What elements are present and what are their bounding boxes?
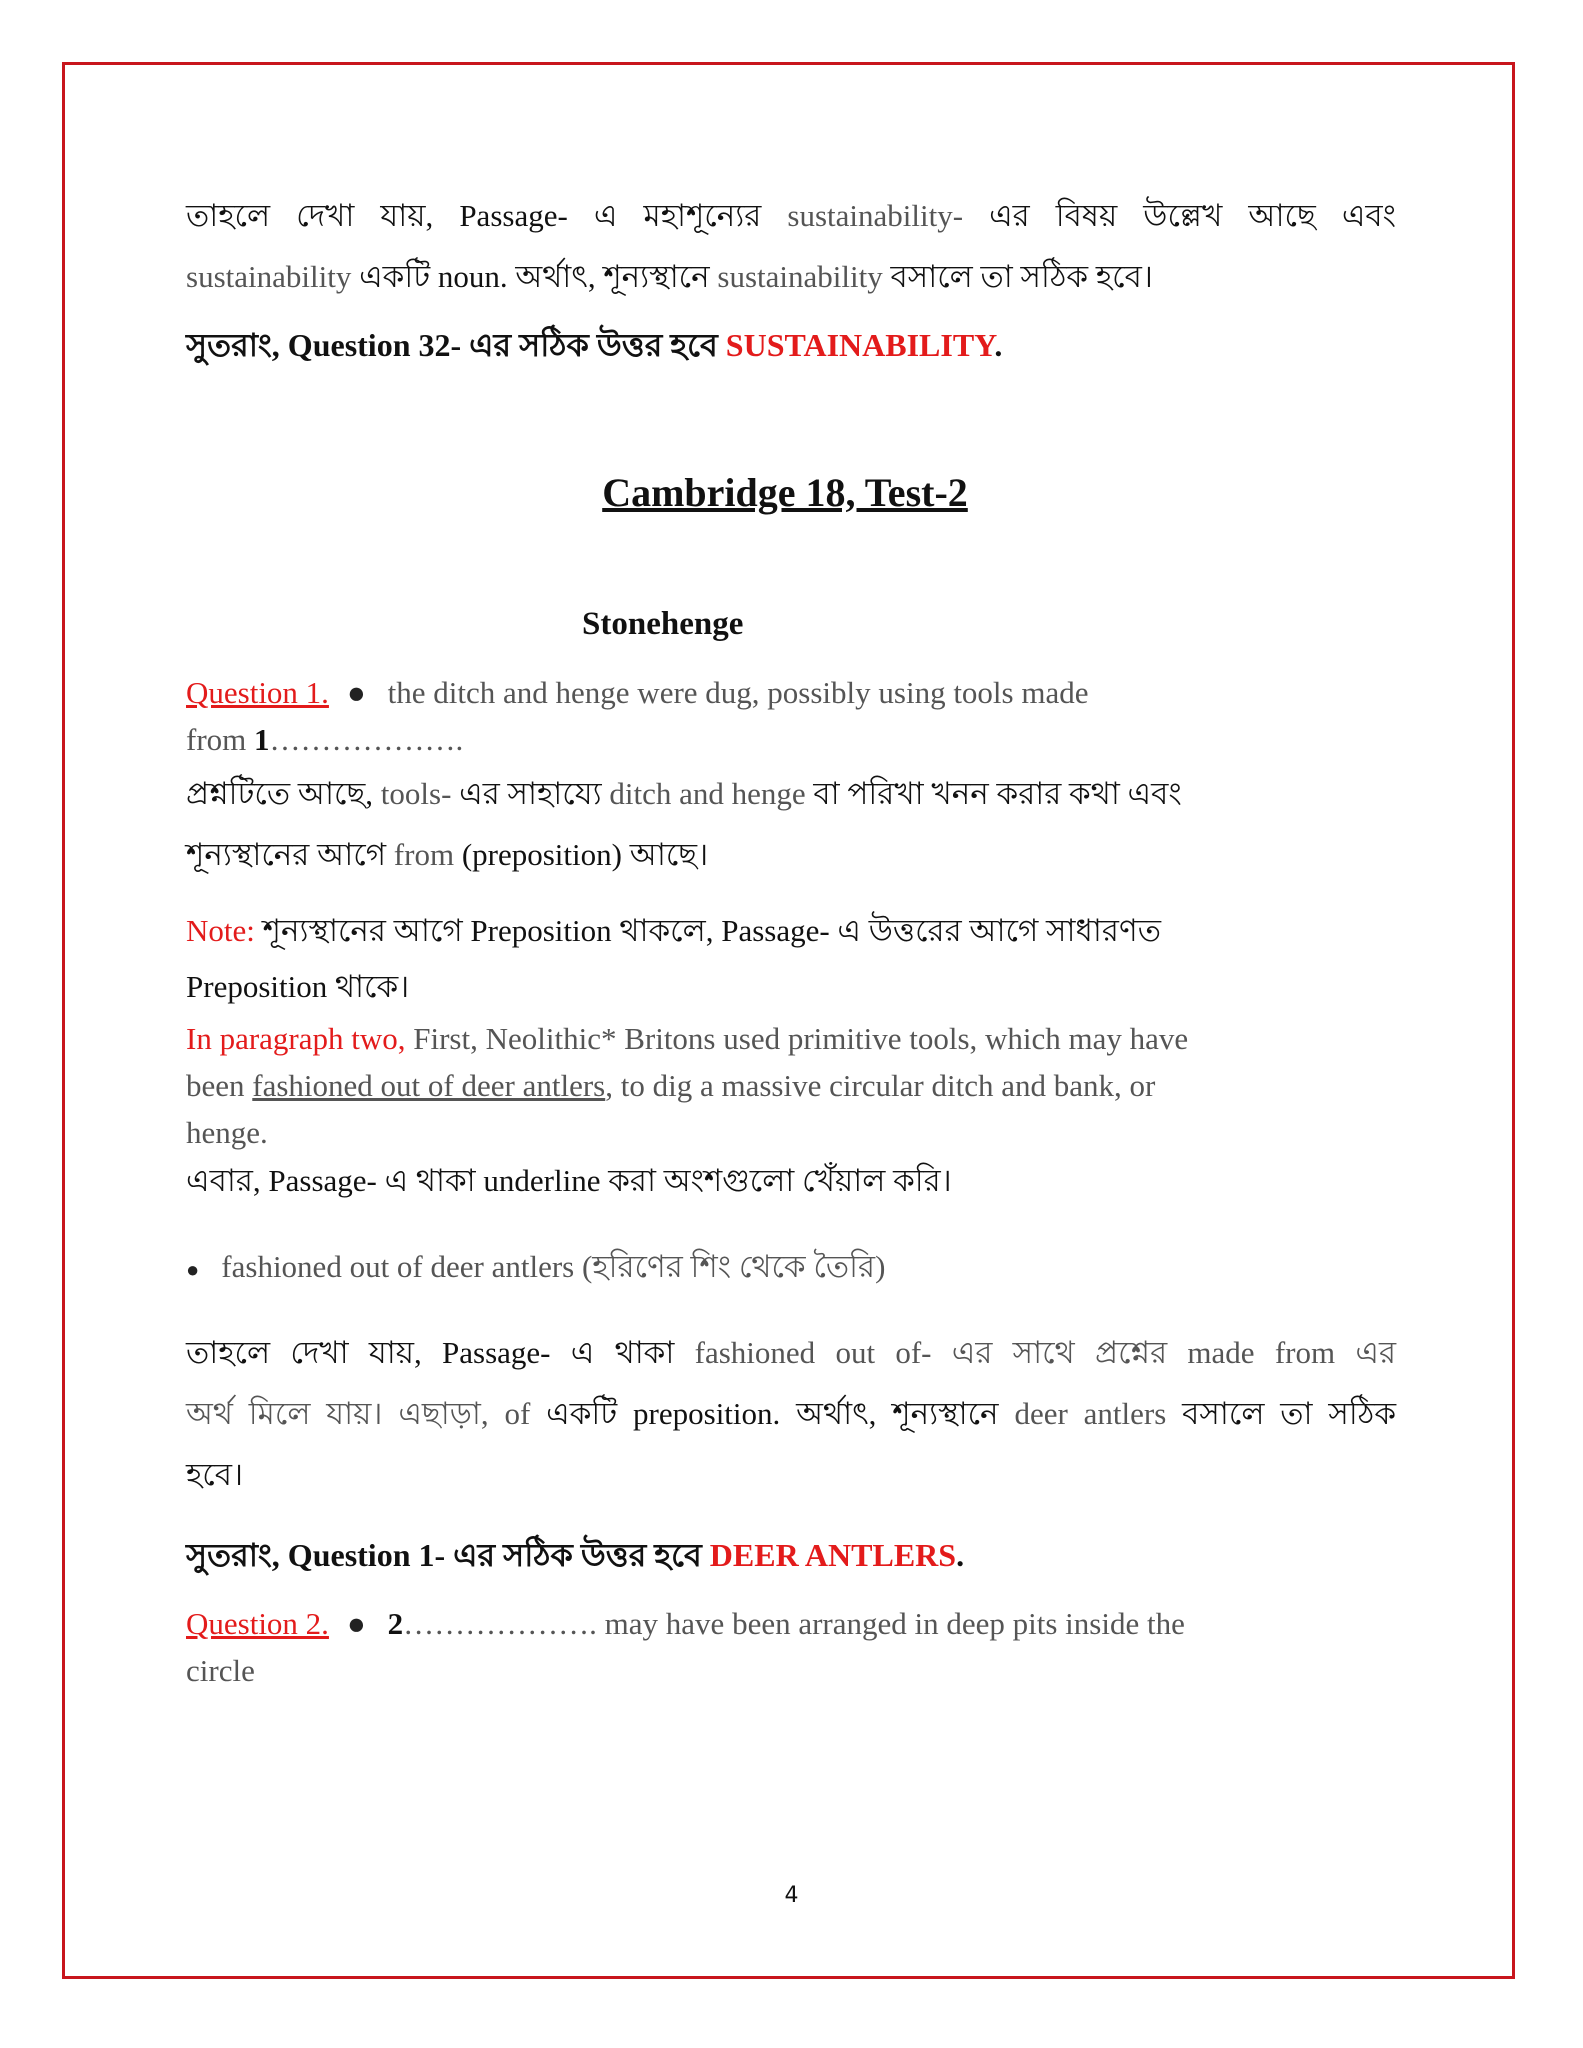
instruction-line: এবার, Passage- এ থাকা underline করা অংশগুলো খেঁয়াল করি। [186,1163,952,1198]
question-text: circle [186,1653,255,1689]
text: (preposition) আছে। [461,837,709,872]
excerpt-text: First, Neolithic* Britons used primitive tools, which may have [413,1021,1189,1056]
passage-excerpt [186,1015,1396,1156]
note-text: Preposition থাকে। [186,969,410,1004]
conclusion-line [186,1322,1396,1383]
text: অর্থ মিলে যায়। এছাড়া, of [186,1396,531,1432]
excerpt-text: , to dig a massive circular ditch and bank, or [605,1068,1156,1103]
bullet-icon: ● [346,1606,366,1642]
blank-number: 2 [387,1606,404,1642]
section-heading: Cambridge 18, Test-2 [602,470,968,515]
text: এর সাহায্যে [459,776,602,811]
text: ditch and henge [609,776,806,811]
bullet-item [186,1236,1396,1300]
passage-title: Stonehenge [582,606,744,642]
text: একটি noun. অর্থাৎ, শূন্যস্থানে [359,259,710,294]
answer-end: . [994,327,1003,363]
answer-word: SUSTAINABILITY [725,327,995,363]
explanation-line [186,185,1396,246]
text: এর [1355,1335,1396,1371]
question-text: may have been arranged in deep pits inside the [604,1606,1185,1642]
note-label: Note: [186,913,255,948]
text: তাহলে দেখা যায়, Passage- এ মহাশূন্যের [186,198,762,233]
blank-dots: ………………. [403,1606,597,1642]
blank-number: 1 [254,722,270,757]
question-1 [186,669,1396,763]
text: শূন্যস্থানের আগে [186,837,387,872]
text: (হরিণের শিং থেকে তৈরি) [581,1249,886,1284]
answer-word: DEER ANTLERS [709,1537,957,1574]
text: made from [1187,1335,1336,1371]
answer-end: . [956,1537,965,1574]
question-text: the ditch and henge were dug, possibly using tools made [387,675,1089,710]
note-text: শূন্যস্থানের আগে Preposition থাকলে, Passage- এ উত্তরের আগে সাধারণত [262,913,1161,948]
text: বসালে তা সঠিক হবে। [890,259,1153,294]
question-label: Question 2. [186,1606,329,1642]
question-label: Question 1. [186,675,329,710]
underlined-phrase: fashioned out of deer antlers [252,1068,606,1103]
text: প্রশ্নটিতে আছে, [186,776,374,811]
answer-prefix: সুতরাং, Question 32- এর সঠিক উত্তর হবে [186,327,718,363]
excerpt-text: been [186,1068,245,1103]
text: tools- [380,776,452,811]
bullet-icon: ● [186,1257,200,1283]
text: fashioned out of- [694,1335,932,1371]
text: sustainability [186,259,352,294]
answer-prefix: সুতরাং, Question 1- এর সঠিক উত্তর হবে [186,1537,702,1574]
conclusion-line: হবে। [186,1457,244,1493]
text: বসালে তা সঠিক [1182,1396,1397,1432]
conclusion-line [186,1383,1396,1444]
blank-dots: ………………. [269,722,464,757]
text: একটি preposition. অর্থাৎ, শূন্যস্থানে [546,1396,999,1432]
text: এর সাথে প্রশ্নের [951,1335,1168,1371]
text: sustainability- [787,198,964,233]
question-2 [186,1600,1396,1694]
explanation-line [186,824,1396,885]
explanation-line [186,246,1396,307]
note [186,903,1396,1015]
explanation-line [186,763,1396,824]
paragraph-label: In paragraph two, [186,1021,406,1056]
excerpt-text: henge. [186,1115,268,1150]
bullet-icon: ● [346,675,366,710]
text: from [393,837,455,872]
text: fashioned out of deer antlers [221,1249,575,1284]
text: এর বিষয় উল্লেখ আছে এবং [989,198,1397,233]
text: বা পরিখা খনন করার কথা এবং [813,776,1182,811]
page-content [186,185,1396,1694]
text: deer antlers [1014,1396,1167,1432]
answer-line-q1 [186,1525,1396,1586]
question-text: from [186,722,247,757]
answer-line-q32 [186,315,1396,376]
text: sustainability [717,259,883,294]
page-number: 4 [784,1883,799,1908]
text: তাহলে দেখা যায়, Passage- এ থাকা [186,1335,675,1371]
